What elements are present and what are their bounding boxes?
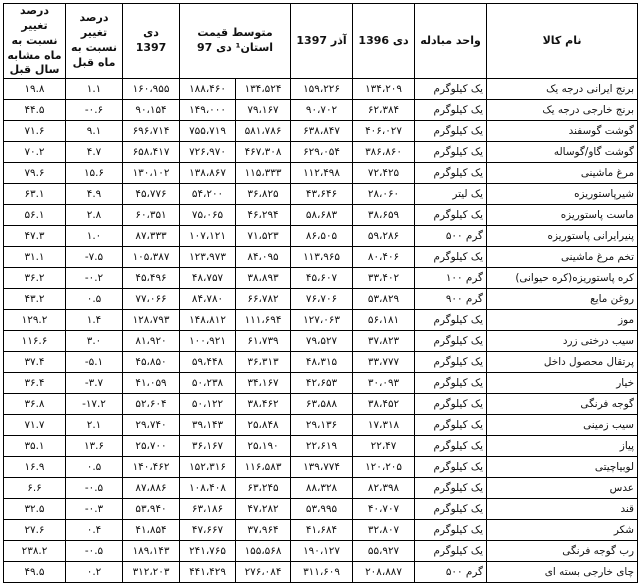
cell-avg2: ۱۰۷،۱۲۱ bbox=[180, 226, 236, 247]
cell-name: برنج خارجی درجه یک bbox=[487, 100, 638, 121]
cell-dey97: ۲۵،۷۰۰ bbox=[123, 436, 180, 457]
cell-azar97: ۵۳،۹۹۵ bbox=[291, 499, 353, 520]
cell-unit: ۱۰۰ گرم bbox=[415, 268, 487, 289]
cell-dey96: ۲۸،۰۶۰ bbox=[353, 184, 415, 205]
cell-name: پنیرایرانی پاستوریزه bbox=[487, 226, 638, 247]
cell-unit: یک کیلوگرم bbox=[415, 457, 487, 478]
header-item-name: نام کالا bbox=[487, 4, 638, 79]
cell-azar97: ۸۸،۳۲۸ bbox=[291, 478, 353, 499]
cell-dey97: ۸۷،۸۸۶ bbox=[123, 478, 180, 499]
cell-azar97: ۴۱،۶۸۴ bbox=[291, 520, 353, 541]
cell-dey97: ۴۱،۸۵۴ bbox=[123, 520, 180, 541]
cell-dey96: ۱۲۰،۲۰۵ bbox=[353, 457, 415, 478]
cell-azar97: ۶۳،۵۸۸ bbox=[291, 394, 353, 415]
table-row bbox=[4, 142, 638, 163]
cell-name: مرغ ماشینی bbox=[487, 163, 638, 184]
cell-unit: یک کیلوگرم bbox=[415, 520, 487, 541]
cell-dey96: ۴۰۶،۰۲۷ bbox=[353, 121, 415, 142]
table-row bbox=[4, 331, 638, 352]
cell-name: سیب درختی زرد bbox=[487, 331, 638, 352]
cell-azar97: ۷۶،۷۰۶ bbox=[291, 289, 353, 310]
cell-azar97: ۲۲،۶۱۹ bbox=[291, 436, 353, 457]
cell-avg2: ۸۴،۷۸۰ bbox=[180, 289, 236, 310]
cell-dey96: ۳۸۶،۸۶۰ bbox=[353, 142, 415, 163]
cell-azar97: ۱۵۹،۲۲۶ bbox=[291, 79, 353, 100]
cell-dey97: ۱۸۹،۱۴۳ bbox=[123, 541, 180, 562]
cell-name: شیرپاستوریزه bbox=[487, 184, 638, 205]
cell-avg1: ۷۹،۱۶۷ bbox=[236, 100, 291, 121]
cell-pm: -۱۷.۲ bbox=[66, 394, 123, 415]
table-row bbox=[4, 373, 638, 394]
table-row bbox=[4, 415, 638, 436]
cell-pm: -۳.۷ bbox=[66, 373, 123, 394]
cell-pm: -۰.۳ bbox=[66, 499, 123, 520]
cell-avg2: ۵۰،۲۳۸ bbox=[180, 373, 236, 394]
cell-pm: -۵.۱ bbox=[66, 352, 123, 373]
cell-dey96: ۶۲،۳۸۴ bbox=[353, 100, 415, 121]
cell-azar97: ۱۳۹،۷۷۴ bbox=[291, 457, 353, 478]
cell-dey96: ۳۷،۸۲۳ bbox=[353, 331, 415, 352]
cell-avg1: ۱۳۴،۵۲۴ bbox=[236, 79, 291, 100]
cell-dey96: ۳۸،۶۵۹ bbox=[353, 205, 415, 226]
cell-unit: یک لیتر bbox=[415, 184, 487, 205]
table-row bbox=[4, 352, 638, 373]
cell-pm: ۴.۹ bbox=[66, 184, 123, 205]
cell-pm: ۱.۴ bbox=[66, 310, 123, 331]
cell-avg2: ۷۵،۰۶۵ bbox=[180, 205, 236, 226]
cell-avg1: ۳۷،۹۶۴ bbox=[236, 520, 291, 541]
cell-unit: یک کیلوگرم bbox=[415, 310, 487, 331]
cell-azar97: ۵۸،۶۸۳ bbox=[291, 205, 353, 226]
cell-avg2: ۴۷،۶۶۷ bbox=[180, 520, 236, 541]
cell-dey96: ۱۳۴،۲۰۹ bbox=[353, 79, 415, 100]
cell-dey97: ۴۵،۴۹۶ bbox=[123, 268, 180, 289]
cell-name: لوبیاچیتی bbox=[487, 457, 638, 478]
cell-pm: ۰.۵ bbox=[66, 289, 123, 310]
cell-pm: ۰.۵ bbox=[66, 457, 123, 478]
header-pct-year: درصد تغییر نسبت به ماه مشابه سال قبل bbox=[4, 4, 66, 79]
cell-avg1: ۶۱،۷۳۹ bbox=[236, 331, 291, 352]
cell-dey97: ۱۰۵،۳۸۷ bbox=[123, 247, 180, 268]
cell-avg2: ۵۰،۱۲۲ bbox=[180, 394, 236, 415]
table-row bbox=[4, 457, 638, 478]
cell-pm: ۰.۲ bbox=[66, 562, 123, 583]
table-row bbox=[4, 541, 638, 562]
table-row bbox=[4, 268, 638, 289]
cell-dey96: ۵۳،۸۲۹ bbox=[353, 289, 415, 310]
cell-name: روغن مایع bbox=[487, 289, 638, 310]
cell-name: پرتقال محصول داخل bbox=[487, 352, 638, 373]
cell-unit: یک کیلوگرم bbox=[415, 205, 487, 226]
cell-dey96: ۵۵،۹۲۷ bbox=[353, 541, 415, 562]
cell-dey96: ۸۰،۴۰۶ bbox=[353, 247, 415, 268]
cell-avg1: ۱۱۶،۵۸۳ bbox=[236, 457, 291, 478]
cell-name: رب گوجه فرنگی bbox=[487, 541, 638, 562]
cell-avg2: ۴۸،۷۵۷ bbox=[180, 268, 236, 289]
cell-py: ۳۶.۲ bbox=[4, 268, 66, 289]
cell-azar97: ۷۹،۵۲۷ bbox=[291, 331, 353, 352]
cell-py: ۱۶.۹ bbox=[4, 457, 66, 478]
cell-azar97: ۹۰،۷۰۲ bbox=[291, 100, 353, 121]
cell-py: ۶۳.۱ bbox=[4, 184, 66, 205]
cell-avg2: ۱۸۸،۴۶۰ bbox=[180, 79, 236, 100]
cell-dey97: ۴۱،۰۵۹ bbox=[123, 373, 180, 394]
cell-name: سیب زمینی bbox=[487, 415, 638, 436]
table-row bbox=[4, 394, 638, 415]
cell-avg2: ۳۶،۱۶۷ bbox=[180, 436, 236, 457]
cell-unit: یک کیلوگرم bbox=[415, 436, 487, 457]
cell-unit: یک کیلوگرم bbox=[415, 100, 487, 121]
cell-unit: یک کیلوگرم bbox=[415, 352, 487, 373]
cell-avg1: ۱۵۵،۵۶۸ bbox=[236, 541, 291, 562]
cell-dey96: ۳۸،۴۵۲ bbox=[353, 394, 415, 415]
cell-dey96: ۷۲،۴۲۵ bbox=[353, 163, 415, 184]
cell-avg1: ۴۷،۲۸۲ bbox=[236, 499, 291, 520]
cell-unit: یک کیلوگرم bbox=[415, 331, 487, 352]
cell-dey97: ۸۱،۹۲۰ bbox=[123, 331, 180, 352]
table-row bbox=[4, 562, 638, 583]
cell-azar97: ۱۱۲،۴۹۸ bbox=[291, 163, 353, 184]
cell-unit: ۹۰۰ گرم bbox=[415, 289, 487, 310]
cell-pm: ۲.۸ bbox=[66, 205, 123, 226]
table-row bbox=[4, 289, 638, 310]
cell-dey96: ۳۳،۴۰۲ bbox=[353, 268, 415, 289]
cell-azar97: ۴۸،۳۱۵ bbox=[291, 352, 353, 373]
cell-unit: یک کیلوگرم bbox=[415, 163, 487, 184]
cell-avg2: ۶۳،۱۸۶ bbox=[180, 499, 236, 520]
cell-pm: ۱.۰ bbox=[66, 226, 123, 247]
cell-dey97: ۶۹۶،۷۱۴ bbox=[123, 121, 180, 142]
cell-py: ۴۳.۲ bbox=[4, 289, 66, 310]
cell-name: پیاز bbox=[487, 436, 638, 457]
cell-unit: یک کیلوگرم bbox=[415, 478, 487, 499]
cell-avg1: ۳۴،۱۶۷ bbox=[236, 373, 291, 394]
cell-pm: ۱۳.۶ bbox=[66, 436, 123, 457]
cell-unit: یک کیلوگرم bbox=[415, 541, 487, 562]
cell-azar97: ۴۳،۶۴۶ bbox=[291, 184, 353, 205]
cell-avg2: ۲۴۱،۷۶۵ bbox=[180, 541, 236, 562]
cell-py: ۳۲.۵ bbox=[4, 499, 66, 520]
cell-avg2: ۱۳۸،۸۶۷ bbox=[180, 163, 236, 184]
header-provincial-average: متوسط قیمت استان¹ دی 97 bbox=[180, 4, 291, 79]
cell-pm: ۱۵.۶ bbox=[66, 163, 123, 184]
cell-name: تخم مرغ ماشینی bbox=[487, 247, 638, 268]
cell-avg1: ۵۸۱،۷۸۶ bbox=[236, 121, 291, 142]
cell-azar97: ۸۶،۵۰۵ bbox=[291, 226, 353, 247]
header-unit: واحد مبادله bbox=[415, 4, 487, 79]
cell-avg2: ۵۹،۴۴۸ bbox=[180, 352, 236, 373]
cell-pm: -۰.۵ bbox=[66, 541, 123, 562]
table-row bbox=[4, 79, 638, 100]
cell-dey97: ۶۵۸،۴۱۷ bbox=[123, 142, 180, 163]
cell-avg1: ۲۷۶،۰۸۴ bbox=[236, 562, 291, 583]
cell-pm: ۲.۱ bbox=[66, 415, 123, 436]
cell-dey96: ۲۰۸،۸۸۷ bbox=[353, 562, 415, 583]
cell-dey96: ۵۶،۱۸۱ bbox=[353, 310, 415, 331]
cell-py: ۳۵.۱ bbox=[4, 436, 66, 457]
cell-unit: یک کیلوگرم bbox=[415, 394, 487, 415]
cell-unit: یک کیلوگرم bbox=[415, 373, 487, 394]
table-row bbox=[4, 478, 638, 499]
cell-azar97: ۱۹۰،۱۲۷ bbox=[291, 541, 353, 562]
table-row bbox=[4, 205, 638, 226]
cell-dey97: ۴۵،۸۵۰ bbox=[123, 352, 180, 373]
cell-py: ۴۷.۳ bbox=[4, 226, 66, 247]
table-row bbox=[4, 247, 638, 268]
cell-name: قند bbox=[487, 499, 638, 520]
cell-name: گوجه فرنگی bbox=[487, 394, 638, 415]
cell-py: ۳۶.۴ bbox=[4, 373, 66, 394]
cell-azar97: ۱۱۳،۹۶۵ bbox=[291, 247, 353, 268]
cell-py: ۴۹.۵ bbox=[4, 562, 66, 583]
cell-py: ۷۹.۶ bbox=[4, 163, 66, 184]
cell-dey96: ۲۲،۴۷ bbox=[353, 436, 415, 457]
header-pct-month: درصد تغییر نسبت به ماه قبل bbox=[66, 4, 123, 79]
cell-unit: ۵۰۰ گرم bbox=[415, 226, 487, 247]
cell-avg2: ۱۲۳،۹۷۳ bbox=[180, 247, 236, 268]
cell-py: ۱۲۹.۲ bbox=[4, 310, 66, 331]
cell-avg1: ۶۳،۲۴۵ bbox=[236, 478, 291, 499]
cell-dey97: ۵۳،۹۴۰ bbox=[123, 499, 180, 520]
cell-name: ماست پاستوریزه bbox=[487, 205, 638, 226]
header-azar-1397: آذر 1397 bbox=[291, 4, 353, 79]
cell-dey96: ۸۲،۳۹۸ bbox=[353, 478, 415, 499]
cell-pm: ۹.۱ bbox=[66, 121, 123, 142]
cell-unit: یک کیلوگرم bbox=[415, 142, 487, 163]
cell-py: ۷۱.۶ bbox=[4, 121, 66, 142]
cell-avg1: ۱۱۱،۶۹۴ bbox=[236, 310, 291, 331]
cell-avg1: ۱۱۵،۳۳۳ bbox=[236, 163, 291, 184]
cell-name: چای خارجی بسته ای bbox=[487, 562, 638, 583]
cell-dey97: ۱۳۰،۱۰۲ bbox=[123, 163, 180, 184]
price-table bbox=[3, 3, 638, 583]
cell-dey96: ۱۷،۳۱۸ bbox=[353, 415, 415, 436]
cell-dey97: ۷۷،۰۶۶ bbox=[123, 289, 180, 310]
cell-name: گوشت گوسفند bbox=[487, 121, 638, 142]
cell-dey97: ۲۹،۷۴۰ bbox=[123, 415, 180, 436]
table-row bbox=[4, 121, 638, 142]
cell-py: ۳۷.۴ bbox=[4, 352, 66, 373]
cell-unit: یک کیلوگرم bbox=[415, 247, 487, 268]
cell-avg2: ۳۹،۱۴۳ bbox=[180, 415, 236, 436]
header-row bbox=[4, 4, 638, 79]
cell-py: ۳۱.۱ bbox=[4, 247, 66, 268]
cell-pm: -۰.۶ bbox=[66, 100, 123, 121]
cell-avg1: ۳۶،۸۲۵ bbox=[236, 184, 291, 205]
cell-pm: -۰.۵ bbox=[66, 478, 123, 499]
table-body bbox=[4, 79, 638, 583]
cell-dey96: ۴۰،۷۰۷ bbox=[353, 499, 415, 520]
cell-azar97: ۶۳۸،۸۴۷ bbox=[291, 121, 353, 142]
cell-unit: ۵۰۰ گرم bbox=[415, 562, 487, 583]
cell-dey97: ۴۵،۷۷۶ bbox=[123, 184, 180, 205]
cell-py: ۳۶.۸ bbox=[4, 394, 66, 415]
cell-dey97: ۹۰،۱۵۴ bbox=[123, 100, 180, 121]
cell-dey97: ۶۰،۳۵۱ bbox=[123, 205, 180, 226]
cell-dey96: ۳۰،۰۹۳ bbox=[353, 373, 415, 394]
cell-name: کره پاستوریزه(کره حیوانی) bbox=[487, 268, 638, 289]
cell-pm: ۴.۷ bbox=[66, 142, 123, 163]
cell-py: ۲۳۸.۲ bbox=[4, 541, 66, 562]
cell-py: ۴۴.۵ bbox=[4, 100, 66, 121]
cell-azar97: ۲۹،۱۳۶ bbox=[291, 415, 353, 436]
cell-dey96: ۳۲،۸۰۷ bbox=[353, 520, 415, 541]
cell-dey96: ۵۹،۲۸۶ bbox=[353, 226, 415, 247]
cell-avg2: ۴۴۱،۴۲۹ bbox=[180, 562, 236, 583]
cell-dey97: ۱۴۰،۴۶۲ bbox=[123, 457, 180, 478]
cell-avg1: ۳۶،۳۱۳ bbox=[236, 352, 291, 373]
cell-unit: یک کیلوگرم bbox=[415, 79, 487, 100]
cell-unit: یک کیلوگرم bbox=[415, 121, 487, 142]
cell-dey96: ۳۳،۷۷۷ bbox=[353, 352, 415, 373]
cell-py: ۷۰.۲ bbox=[4, 142, 66, 163]
cell-avg1: ۸۴،۰۹۵ bbox=[236, 247, 291, 268]
cell-avg2: ۱۴۸،۸۱۲ bbox=[180, 310, 236, 331]
cell-azar97: ۱۲۷،۰۶۳ bbox=[291, 310, 353, 331]
table-row bbox=[4, 184, 638, 205]
header-dey-1397: دی 1397 bbox=[123, 4, 180, 79]
cell-avg1: ۲۵،۱۹۰ bbox=[236, 436, 291, 457]
cell-avg2: ۱۰۸،۴۰۸ bbox=[180, 478, 236, 499]
cell-py: ۱۱۶.۶ bbox=[4, 331, 66, 352]
cell-azar97: ۴۲،۶۵۳ bbox=[291, 373, 353, 394]
cell-avg1: ۴۶۷،۳۰۸ bbox=[236, 142, 291, 163]
header-dey-1396: دی 1396 bbox=[353, 4, 415, 79]
cell-py: ۷۱.۷ bbox=[4, 415, 66, 436]
cell-dey97: ۵۲،۶۰۴ bbox=[123, 394, 180, 415]
cell-pm: ۰.۴ bbox=[66, 520, 123, 541]
cell-name: گوشت گاو/گوساله bbox=[487, 142, 638, 163]
table-row bbox=[4, 310, 638, 331]
cell-azar97: ۳۱۱،۶۰۹ bbox=[291, 562, 353, 583]
cell-name: شکر bbox=[487, 520, 638, 541]
cell-avg2: ۷۲۶،۹۷۰ bbox=[180, 142, 236, 163]
cell-py: ۱۹.۸ bbox=[4, 79, 66, 100]
cell-azar97: ۴۵،۶۰۷ bbox=[291, 268, 353, 289]
table-row bbox=[4, 499, 638, 520]
cell-dey97: ۱۲۸،۷۹۳ bbox=[123, 310, 180, 331]
cell-dey97: ۱۶۰،۹۵۵ bbox=[123, 79, 180, 100]
table-row bbox=[4, 436, 638, 457]
cell-avg1: ۳۸،۴۶۲ bbox=[236, 394, 291, 415]
table-row bbox=[4, 163, 638, 184]
cell-py: ۶.۶ bbox=[4, 478, 66, 499]
cell-avg1: ۶۶،۷۸۲ bbox=[236, 289, 291, 310]
cell-avg1: ۳۸،۸۹۳ bbox=[236, 268, 291, 289]
cell-avg2: ۷۵۵،۷۱۹ bbox=[180, 121, 236, 142]
cell-name: برنج ایرانی درجه یک bbox=[487, 79, 638, 100]
cell-name: موز bbox=[487, 310, 638, 331]
cell-py: ۵۶.۱ bbox=[4, 205, 66, 226]
cell-name: خیار bbox=[487, 373, 638, 394]
cell-name: عدس bbox=[487, 478, 638, 499]
cell-unit: یک کیلوگرم bbox=[415, 499, 487, 520]
cell-pm: -۷.۵ bbox=[66, 247, 123, 268]
cell-avg2: ۱۴۹،۰۰۰ bbox=[180, 100, 236, 121]
cell-py: ۲۷.۶ bbox=[4, 520, 66, 541]
cell-pm: ۳.۰ bbox=[66, 331, 123, 352]
cell-azar97: ۶۲۹،۰۵۴ bbox=[291, 142, 353, 163]
table-row bbox=[4, 226, 638, 247]
cell-dey97: ۸۷،۳۳۳ bbox=[123, 226, 180, 247]
table-row bbox=[4, 100, 638, 121]
cell-avg1: ۲۵،۸۴۸ bbox=[236, 415, 291, 436]
cell-avg2: ۱۰۰،۹۲۱ bbox=[180, 331, 236, 352]
cell-avg1: ۷۱،۵۲۳ bbox=[236, 226, 291, 247]
cell-pm: ۱.۱ bbox=[66, 79, 123, 100]
cell-avg2: ۵۴،۲۰۰ bbox=[180, 184, 236, 205]
cell-pm: -۰.۲ bbox=[66, 268, 123, 289]
cell-unit: یک کیلوگرم bbox=[415, 415, 487, 436]
cell-dey97: ۳۱۲،۲۰۳ bbox=[123, 562, 180, 583]
cell-avg2: ۱۵۲،۳۱۶ bbox=[180, 457, 236, 478]
table-row bbox=[4, 520, 638, 541]
cell-avg1: ۴۶،۲۹۴ bbox=[236, 205, 291, 226]
